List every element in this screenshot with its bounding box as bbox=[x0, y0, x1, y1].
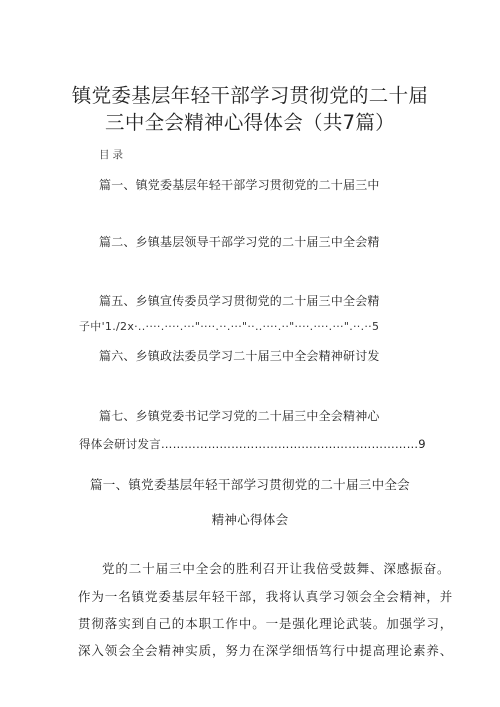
body-paragraph-line-2: 作为一名镇党委基层年轻干部，我将认真学习领会全会精神，并 bbox=[78, 589, 454, 604]
toc-entry-7-continued[interactable]: 得体会研讨发言…………………………………………………………9 bbox=[79, 437, 426, 451]
toc-entry-6[interactable]: 篇六、乡镇政法委员学习二十届三中全会精神研讨发 bbox=[99, 349, 380, 363]
body-paragraph-line-4: 深入领会全会精神实质，努力在深学细悟笃行中提高理论素养、 bbox=[78, 643, 454, 658]
toc-entry-5[interactable]: 篇五、乡镇宣传委员学习贯彻党的二十届三中全会精 bbox=[99, 294, 380, 308]
section-title-line-2: 精神心得体会 bbox=[211, 512, 289, 527]
toc-entry-7[interactable]: 篇七、乡镇党委书记学习党的二十届三中全会精神心 bbox=[99, 409, 380, 423]
body-paragraph-line-1: 党的二十届三中全会的胜利召开让我倍受鼓舞、深感振奋。 bbox=[102, 561, 451, 576]
toc-entry-2[interactable]: 篇二、乡镇基层领导干部学习党的二十届三中全会精 bbox=[99, 235, 380, 249]
document-title-line-2: 三中全会精神心得体会（共7篇） bbox=[105, 111, 395, 134]
section-title-line-1: 篇一、镇党委基层年轻干部学习贯彻党的二十届三中全会 bbox=[89, 477, 410, 492]
toc-entry-5-leader[interactable]: 子中'1./2x·..····.····.···"····.··.···"··..····.··"····.····.···".··.··5 bbox=[79, 320, 380, 333]
toc-entry-1[interactable]: 篇一、镇党委基层年轻干部学习贯彻党的二十届三中 bbox=[99, 178, 380, 192]
toc-heading: 目录 bbox=[99, 149, 126, 161]
body-paragraph-line-3: 贯彻落实到自己的本职工作中。一是强化理论武装。加强学习， bbox=[78, 616, 454, 631]
document-title-line-1: 镇党委基层年轻干部学习贯彻党的二十届 bbox=[71, 84, 429, 107]
